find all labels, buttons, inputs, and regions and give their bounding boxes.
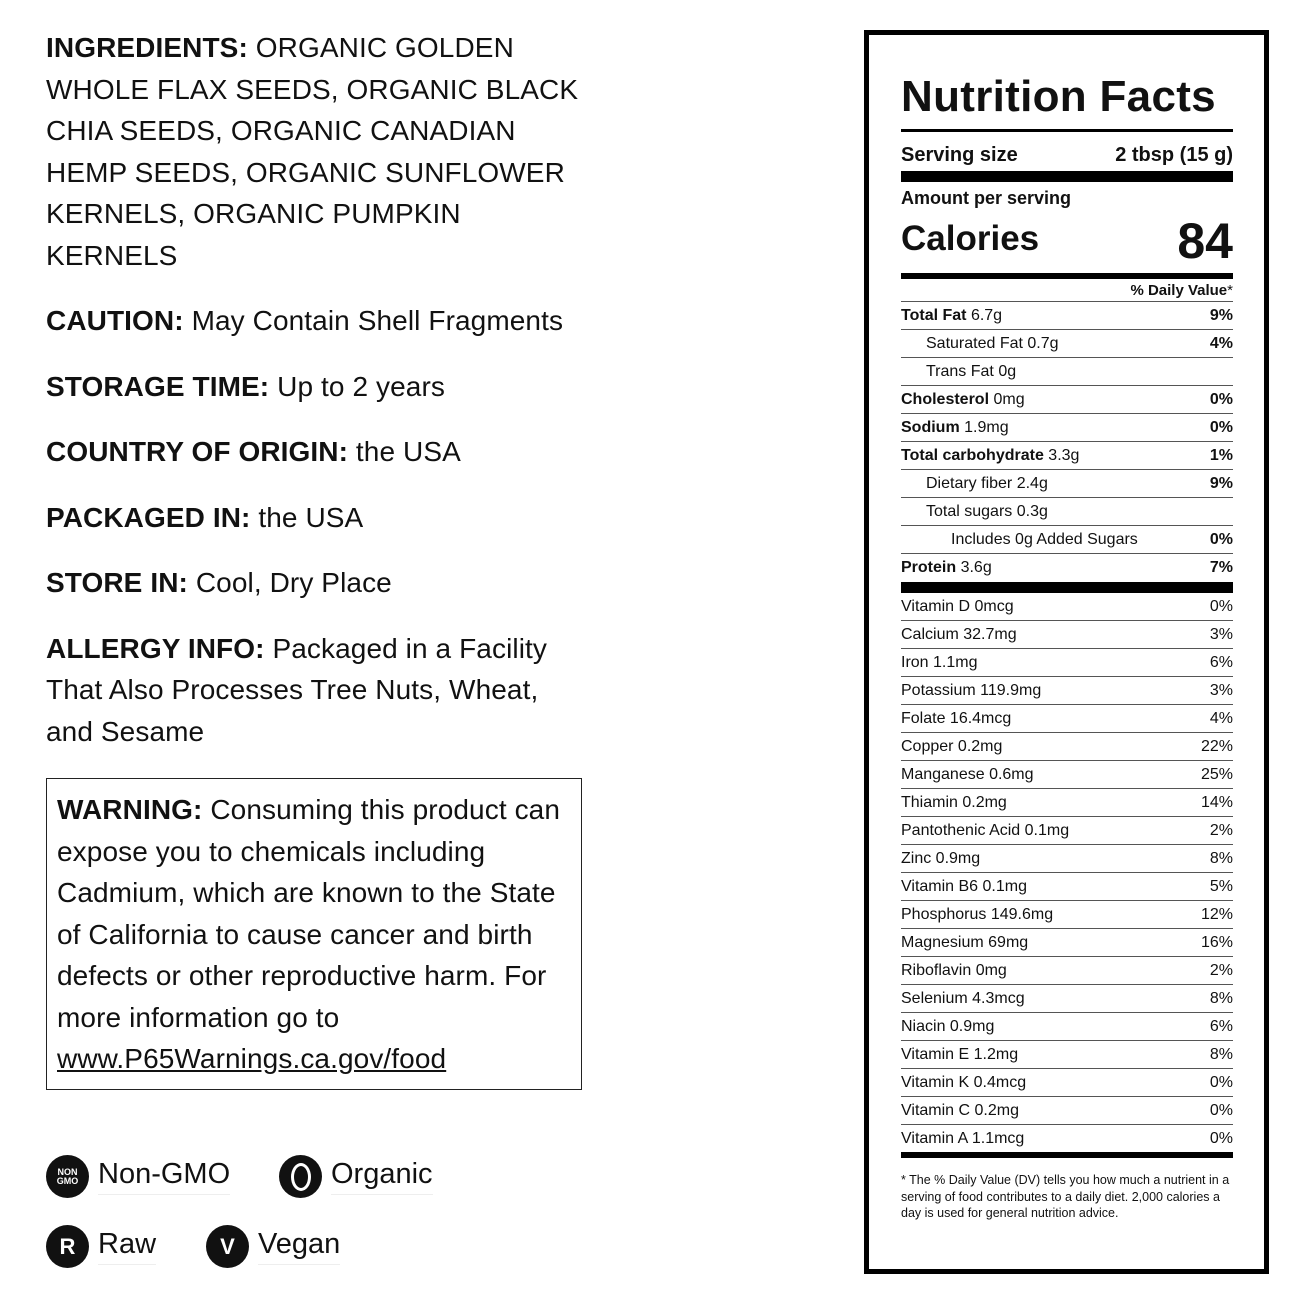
nutrient-label: Total carbohydrate: [901, 446, 1044, 464]
ingredients-text: ORGANIC GOLDEN WHOLE FLAX SEEDS, ORGANIC BLACK CHIA SEEDS, ORGANIC CANADIAN HEMP SEEDS, ORGANIC SUNFLOWER KERNELS, ORGANIC PUMPKIN KERNELS: [46, 32, 579, 271]
vitamin-name: Zinc 0.9mg: [901, 849, 981, 867]
vitamin-row: [901, 1096, 1233, 1124]
vitamin-daily-value: 0%: [1209, 1129, 1233, 1147]
vitamin-daily-value: 14%: [1200, 793, 1233, 811]
vitamin-name: Vitamin B6 0.1mg: [901, 877, 1027, 895]
nutrient-label: Protein: [901, 558, 957, 576]
vitamin-daily-value: 8%: [1209, 849, 1233, 867]
vitamin-row: [901, 704, 1233, 732]
badge-raw-label: Raw: [98, 1228, 156, 1265]
vitamin-daily-value: 2%: [1209, 821, 1233, 839]
vitamin-row: [901, 1124, 1233, 1152]
raw-icon: R: [46, 1225, 89, 1268]
nutrient-daily-value: 9%: [1209, 306, 1233, 324]
storage-label: STORAGE TIME:: [46, 370, 270, 402]
vitamin-daily-value: 3%: [1209, 625, 1233, 643]
nutrient-name: [926, 363, 1016, 381]
nutrient-row: [901, 385, 1233, 413]
nutrient-amount: 1.9mg: [964, 418, 1009, 436]
vitamin-list: [901, 593, 1233, 1152]
p65-warnings-link[interactable]: www.P65Warnings.ca.gov/food: [57, 1043, 447, 1074]
vitamin-name: Folate 16.4mcg: [901, 709, 1012, 727]
allergy-section: [46, 628, 566, 753]
vitamin-daily-value: 6%: [1209, 1017, 1233, 1035]
nutrient-row: [901, 329, 1233, 357]
vitamin-daily-value: 22%: [1200, 737, 1233, 755]
nutrient-row: [901, 301, 1233, 329]
vitamin-row: [901, 872, 1233, 900]
nutrient-daily-value: 0%: [1209, 390, 1233, 408]
vitamin-daily-value: 5%: [1209, 877, 1233, 895]
badge-vegan: [206, 1225, 340, 1268]
nutrient-name: [901, 419, 1009, 437]
vitamin-daily-value: 12%: [1200, 905, 1233, 923]
vitamin-name: Vitamin A 1.1mcg: [901, 1129, 1025, 1147]
vitamin-name: Copper 0.2mg: [901, 737, 1003, 755]
vitamin-row: [901, 984, 1233, 1012]
vitamin-daily-value: 6%: [1209, 653, 1233, 671]
nutrition-facts-title: Nutrition Facts: [901, 72, 1216, 121]
nutrient-daily-value: 9%: [1209, 474, 1233, 492]
vitamin-daily-value: 8%: [1209, 1045, 1233, 1063]
nutrient-label: Total sugars: [926, 502, 1013, 520]
vitamin-name: Manganese 0.6mg: [901, 765, 1034, 783]
nutrition-facts-panel: [864, 30, 1269, 1274]
vitamin-name: Pantothenic Acid 0.1mg: [901, 821, 1070, 839]
store-label: STORE IN:: [46, 567, 188, 598]
origin-section: [46, 431, 586, 473]
nutrient-name: [926, 503, 1048, 521]
vitamin-name: Selenium 4.3mcg: [901, 989, 1025, 1007]
nutrient-name: [926, 335, 1059, 353]
badge-raw: [46, 1225, 156, 1268]
vitamin-row: [901, 620, 1233, 648]
vitamin-row: [901, 648, 1233, 676]
storage-text: Up to 2 years: [277, 370, 445, 402]
daily-value-header: % Daily Value*: [1130, 282, 1233, 299]
nutrient-label: Saturated Fat: [926, 334, 1023, 352]
badge-non-gmo-label: Non-GMO: [98, 1158, 230, 1195]
serving-size-value: 2 tbsp (15 g): [1115, 144, 1233, 166]
vitamin-daily-value: 25%: [1200, 765, 1233, 783]
nutrient-daily-value: 7%: [1209, 558, 1233, 576]
nutrient-row: [901, 525, 1233, 553]
vitamin-name: Riboflavin 0mg: [901, 961, 1007, 979]
nutrient-label: Trans Fat: [926, 362, 994, 380]
serving-size-row: [901, 132, 1233, 171]
badge-organic-label: Organic: [331, 1158, 433, 1195]
vitamin-row: [901, 593, 1233, 620]
calories-label: Calories: [901, 219, 1040, 258]
vitamin-row: [901, 1040, 1233, 1068]
vitamin-daily-value: 8%: [1209, 989, 1233, 1007]
origin-label: COUNTRY OF ORIGIN:: [46, 436, 349, 467]
vitamin-daily-value: 0%: [1209, 1101, 1233, 1119]
vitamin-daily-value: 16%: [1200, 933, 1233, 951]
calories-row: [901, 209, 1233, 267]
vitamin-name: Vitamin D 0mcg: [901, 597, 1014, 615]
nutrient-amount: 0g: [998, 362, 1017, 380]
vitamin-name: Potassium 119.9mg: [901, 681, 1042, 699]
vitamin-row: [901, 900, 1233, 928]
vitamin-daily-value: 3%: [1209, 681, 1233, 699]
nutrient-row: [901, 553, 1233, 581]
ingredients-label: INGREDIENTS:: [46, 32, 248, 63]
vegan-icon: V: [206, 1225, 249, 1268]
vitamin-daily-value: 0%: [1209, 1073, 1233, 1091]
nutrient-name: [951, 531, 1138, 549]
nutrient-label: Cholesterol: [901, 390, 990, 408]
vitamin-row: [901, 844, 1233, 872]
nutrient-daily-value: 4%: [1209, 334, 1233, 352]
vitamin-name: Magnesium 69mg: [901, 933, 1029, 951]
caution-label: CAUTION:: [46, 305, 184, 336]
nutrient-row: [901, 357, 1233, 385]
allergy-label: ALLERGY INFO:: [46, 632, 265, 664]
vitamin-daily-value: 4%: [1209, 709, 1233, 727]
daily-value-footnote: * The % Daily Value (DV) tells you how much a nutrient in a serving of food contributes to a daily diet. 2,000 calories a day is used for general nutrition advice.: [901, 1173, 1230, 1220]
nutrient-daily-value: 0%: [1209, 530, 1233, 548]
nutrient-daily-value: 1%: [1209, 446, 1233, 464]
vitamin-name: Vitamin E 1.2mg: [901, 1045, 1019, 1063]
nutrient-amount: 6.7g: [970, 306, 1003, 324]
calories-value: 84: [1177, 213, 1233, 269]
badge-non-gmo: [46, 1155, 230, 1198]
non-gmo-icon: NON GMO: [46, 1155, 89, 1198]
nutrient-name: [901, 307, 1002, 325]
vitamin-name: Thiamin 0.2mg: [901, 793, 1007, 811]
vitamin-row: [901, 788, 1233, 816]
nutrient-row: [901, 413, 1233, 441]
nutrient-name: [901, 559, 992, 577]
vitamin-row: [901, 676, 1233, 704]
vitamin-row: [901, 816, 1233, 844]
nutrient-label: Dietary fiber: [926, 474, 1013, 492]
nutrient-amount: 3.6g: [960, 558, 992, 576]
store-text: Cool, Dry Place: [195, 567, 392, 598]
nutrient-list: [901, 301, 1233, 581]
nutrient-amount: 0mg: [993, 390, 1025, 408]
vitamin-row: [901, 1068, 1233, 1096]
store-section: [46, 562, 586, 604]
vitamin-row: [901, 732, 1233, 760]
nutrient-label: Sodium: [901, 418, 960, 436]
packaged-label: PACKAGED IN:: [46, 501, 251, 533]
badge-organic: [279, 1155, 433, 1198]
warning-text: Consuming this product can expose you to chemicals including Cadmium, which are known to the State of California to cause cancer and birth defects or other reproductive harm. For more information go to: [57, 794, 561, 1033]
nutrient-label: Total Fat: [901, 306, 967, 324]
nutrient-amount: 0.3g: [1016, 502, 1048, 520]
nutrient-amount: 0.7g: [1027, 334, 1059, 352]
vitamin-row: [901, 760, 1233, 788]
prop65-warning-box: [46, 778, 582, 1090]
nutrient-name: [901, 391, 1025, 409]
nutrient-label: Includes 0g Added Sugars: [951, 530, 1138, 548]
nutrient-name: [926, 475, 1048, 493]
caution-section: [46, 300, 586, 342]
ingredients-section: [46, 27, 586, 276]
daily-value-header-text: % Daily Value: [1130, 282, 1228, 299]
serving-size-label: Serving size: [901, 144, 1018, 166]
badge-vegan-label: Vegan: [258, 1228, 340, 1265]
nutrient-row: [901, 497, 1233, 525]
packaged-text: the USA: [258, 501, 364, 533]
vitamin-name: Iron 1.1mg: [901, 653, 978, 671]
product-info: [46, 27, 586, 752]
vitamin-name: Niacin 0.9mg: [901, 1017, 995, 1035]
nutrient-daily-value: 0%: [1209, 418, 1233, 436]
nutrient-amount: 2.4g: [1016, 474, 1048, 492]
allergy-text: Packaged in a Facility That Also Processes Tree Nuts, Wheat, and Sesame: [46, 632, 548, 747]
organic-icon: [279, 1155, 322, 1198]
vitamin-daily-value: 2%: [1209, 961, 1233, 979]
nutrient-row: [901, 469, 1233, 497]
amount-per-serving: Amount per serving: [901, 188, 1072, 208]
vitamin-name: Phosphorus 149.6mg: [901, 905, 1054, 923]
nutrient-name: [901, 447, 1079, 465]
vitamin-name: Calcium 32.7mg: [901, 625, 1017, 643]
warning-text-block: [57, 789, 571, 1080]
caution-text: May Contain Shell Fragments: [191, 305, 564, 336]
vitamin-daily-value: 0%: [1209, 597, 1233, 615]
origin-text: the USA: [355, 436, 461, 467]
packaged-section: [46, 497, 586, 539]
vitamin-name: Vitamin K 0.4mcg: [901, 1073, 1027, 1091]
vitamin-row: [901, 928, 1233, 956]
vitamin-row: [901, 956, 1233, 984]
warning-label: WARNING:: [57, 794, 203, 825]
nutrient-amount: 3.3g: [1048, 446, 1080, 464]
vitamin-row: [901, 1012, 1233, 1040]
vitamin-name: Vitamin C 0.2mg: [901, 1101, 1019, 1119]
nutrient-row: [901, 441, 1233, 469]
storage-section: [46, 366, 586, 408]
